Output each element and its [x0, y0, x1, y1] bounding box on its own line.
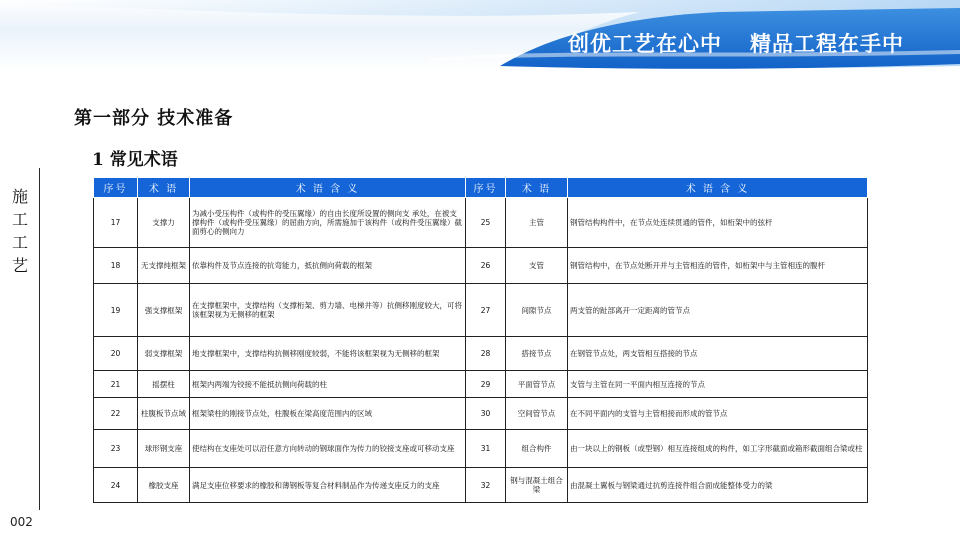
sidebar-divider — [39, 168, 40, 510]
header-no-left: 序号 — [94, 178, 138, 198]
row-term: 主管 — [506, 198, 568, 248]
row-term: 搭接节点 — [506, 337, 568, 371]
row-term: 支撑力 — [138, 198, 190, 248]
table-row — [94, 248, 868, 284]
row-meaning: 框架内两端为铰接不能抵抗侧向荷载的柱 — [190, 371, 466, 398]
row-term: 钢与混凝土组合梁 — [506, 468, 568, 503]
row-meaning: 两支管的趾部离开一定距离的管节点 — [568, 284, 868, 337]
table-row — [94, 284, 868, 337]
row-meaning: 在钢管节点处，两支管相互搭接的节点 — [568, 337, 868, 371]
row-no: 30 — [466, 398, 506, 430]
row-meaning: 由混凝土翼板与钢梁通过抗剪连接件组合面成能整体受力的梁 — [568, 468, 868, 503]
row-meaning: 钢管结构中，在节点处断开并与主管相连的管件，如桁架中与主管相连的腹杆 — [568, 248, 868, 284]
row-no: 29 — [466, 371, 506, 398]
row-term: 摇摆柱 — [138, 371, 190, 398]
row-no: 26 — [466, 248, 506, 284]
row-no: 19 — [94, 284, 138, 337]
header-meaning-left: 术 语 含 义 — [190, 178, 466, 198]
row-no: 25 — [466, 198, 506, 248]
row-term: 柱腹板节点域 — [138, 398, 190, 430]
row-no: 31 — [466, 430, 506, 468]
row-no: 27 — [466, 284, 506, 337]
row-term: 橡胶支座 — [138, 468, 190, 503]
row-term: 平面管节点 — [506, 371, 568, 398]
row-term: 强支撑框架 — [138, 284, 190, 337]
header-banner — [0, 0, 960, 72]
row-no: 32 — [466, 468, 506, 503]
slogan-left: 创优工艺在心中 — [568, 32, 722, 56]
row-meaning: 地支撑框架中，支撑结构抗侧移刚度较弱，不能将该框架视为无侧移的框架 — [190, 337, 466, 371]
row-meaning: 支管与主管在同一平面内相互连接的节点 — [568, 371, 868, 398]
header-term-left: 术 语 — [138, 178, 190, 198]
row-no: 20 — [94, 337, 138, 371]
row-term: 空间管节点 — [506, 398, 568, 430]
row-meaning: 在支撑框架中，支撑结构（支撑桁架、剪力墙、电梯井等）抗侧移刚度较大，可将该框架视为无侧移的框架 — [190, 284, 466, 337]
table-row — [94, 398, 868, 430]
row-term: 组合构件 — [506, 430, 568, 468]
header-slogan — [568, 28, 904, 58]
row-meaning: 依靠构件及节点连接的抗弯能力，抵抗侧向荷载的框架 — [190, 248, 466, 284]
row-meaning: 为减小受压构件（或构件的受压翼缘）的自由长度所设置的侧向支 承处，在被支撑构件（或构件受压翼缘）的屈曲方向，所需施加于该构件（或构件受压翼缘）截面剪心的侧向力 — [190, 198, 466, 248]
row-meaning: 框架梁柱的刚接节点处，柱腹板在梁高度范围内的区域 — [190, 398, 466, 430]
row-no: 22 — [94, 398, 138, 430]
header-no-right: 序号 — [466, 178, 506, 198]
row-meaning: 满足支座位移要求的橡胶和薄钢板等复合材料制品作为传递支座反力的支座 — [190, 468, 466, 503]
table-row — [94, 337, 868, 371]
row-meaning: 钢管结构构件中，在节点处连续贯通的管件，如桁架中的弦杆 — [568, 198, 868, 248]
row-term: 球形钢支座 — [138, 430, 190, 468]
row-no: 28 — [466, 337, 506, 371]
header-meaning-right: 术 语 含 义 — [568, 178, 868, 198]
row-meaning: 使结构在支座处可以沿任意方向转动的钢球面作为传力的铰接支座或可移动支座 — [190, 430, 466, 468]
table-row — [94, 468, 868, 503]
row-term: 弱支撑框架 — [138, 337, 190, 371]
row-no: 24 — [94, 468, 138, 503]
header-term-right: 术 语 — [506, 178, 568, 198]
terms-table — [93, 177, 868, 503]
row-term: 支管 — [506, 248, 568, 284]
table-row — [94, 371, 868, 398]
table-row — [94, 198, 868, 248]
table-row — [94, 430, 868, 468]
row-term: 无支撑纯框架 — [138, 248, 190, 284]
page-number: 002 — [10, 515, 33, 529]
row-no: 18 — [94, 248, 138, 284]
slogan-right: 精品工程在手中 — [750, 32, 904, 56]
section-title: 第一部分 技术准备 — [74, 108, 234, 129]
row-term: 间隙节点 — [506, 284, 568, 337]
sidebar-title: 施工工艺 — [11, 187, 28, 275]
row-no: 23 — [94, 430, 138, 468]
table-header-row — [94, 178, 868, 198]
row-meaning: 由一块以上的钢板（或型钢）相互连接组成的构件，如工字形截面或箱形截面组合梁或柱 — [568, 430, 868, 468]
row-no: 17 — [94, 198, 138, 248]
section-subtitle: 1 常见术语 — [92, 150, 178, 170]
row-no: 21 — [94, 371, 138, 398]
row-meaning: 在不同平面内的支管与主管相接而形成的管节点 — [568, 398, 868, 430]
